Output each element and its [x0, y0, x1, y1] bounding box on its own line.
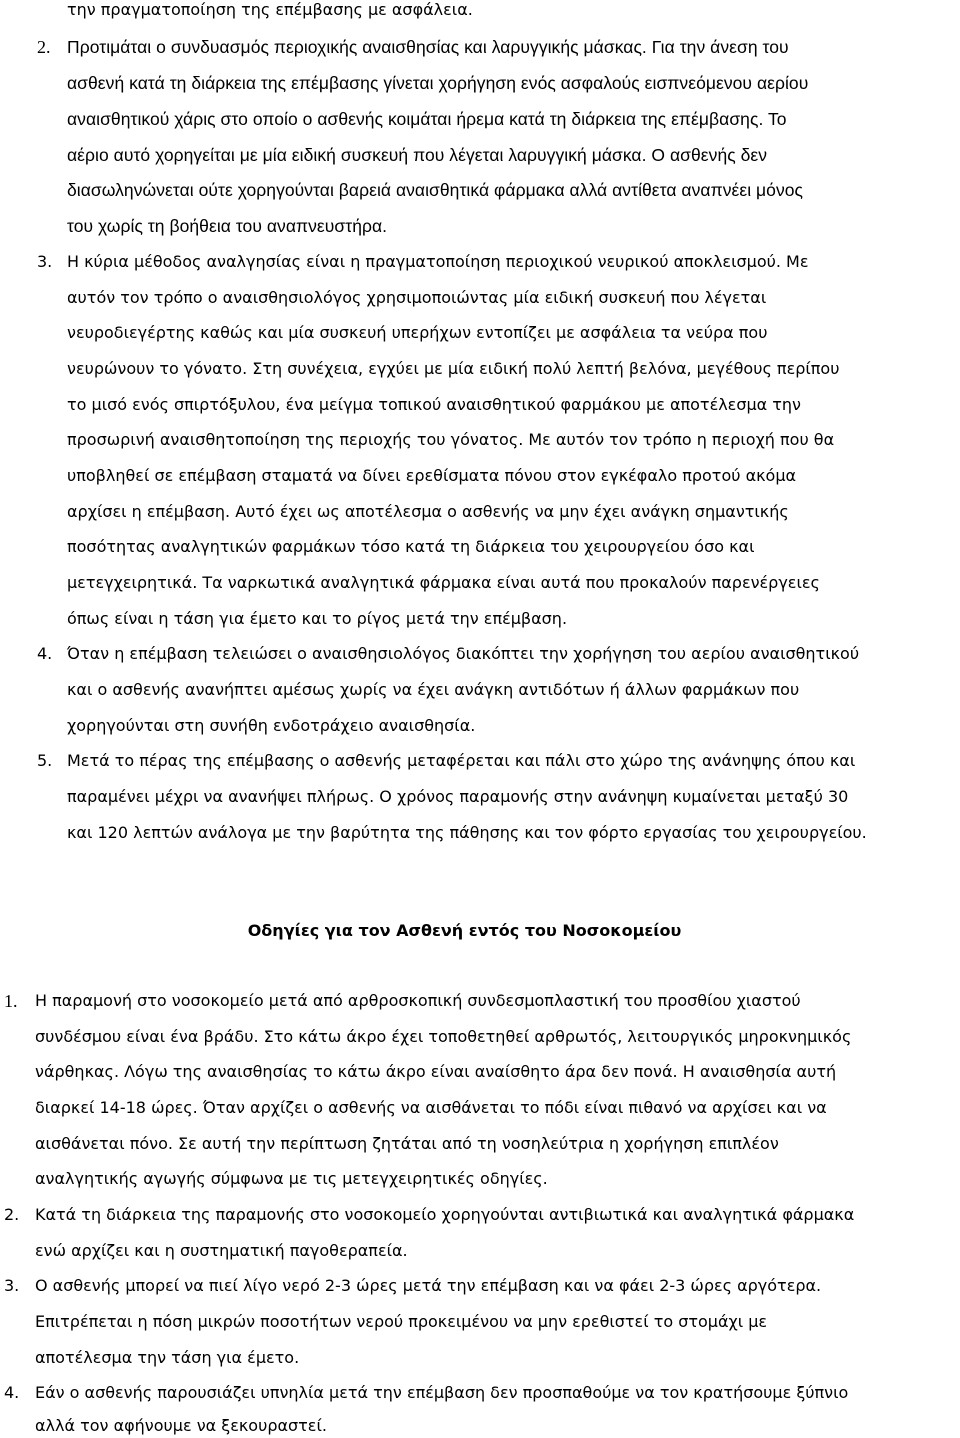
list-number: 2. — [4, 1205, 20, 1224]
list-item-line: αναισθητικού χάρις στο οποίο ο ασθενής κοιμάται ήρεμα κατά τη διάρκεια της επέμβασης. Το — [67, 109, 787, 129]
list-item-line: αυτόν τον τρόπο ο αναισθησιολόγος χρησιμοποιώντας μία ειδική συσκευή που λέγεται — [67, 288, 767, 307]
list-item-line: παραμένει μέχρι να ανανήψει πλήρως. Ο χρόνος παραμονής στην ανάνηψη κυμαίνεται μεταξύ 30 — [67, 787, 849, 806]
list-item-line: ενώ αρχίζει και η συστηματική παγοθεραπεία. — [35, 1241, 408, 1260]
list-item-line: Μετά το πέρας της επέμβασης ο ασθενής μεταφέρεται και πάλι στο χώρο της ανάνηψης όπου και — [67, 751, 856, 770]
list-item-line: Επιτρέπεται η πόση μικρών ποσοτήτων νερού προκειμένου να μην ερεθιστεί το στομάχι με — [35, 1312, 768, 1331]
list-number: 3. — [37, 252, 53, 271]
list-item-line: αλλά τον αφήνουμε να ξεκουραστεί. — [35, 1416, 327, 1435]
list-item-line: χορηγούνται στη συνήθη ενδοτράχειο αναισθησία. — [67, 716, 476, 735]
list-item-line: νευροδιεγέρτης καθώς και μία συσκευή υπερήχων εντοπίζει με ασφάλεια τα νεύρα που — [67, 323, 768, 342]
list-number: 4. — [4, 1383, 20, 1402]
list-item-line: Ο ασθενής μπορεί να πιεί λίγο νερό 2-3 ώρες μετά την επέμβαση και να φάει 2-3 ώρες αργότερα. — [35, 1276, 822, 1295]
list-item-line: αρχίσει η επέμβαση. Αυτό έχει ως αποτέλεσμα ο ασθενής να μην έχει ανάγκη σημαντικής — [67, 502, 789, 521]
list-item-line: υποβληθεί σε επέμβαση σταματά να δίνει ερεθίσματα πόνου στον εγκέφαλο προτού ακόμα — [67, 466, 797, 485]
list-item-line: ασθενή κατά τη διάρκεια της επέμβασης γίνεται χορήγηση ενός ασφαλούς εισπνεόμενου αερίου — [67, 73, 809, 93]
list-number: 3. — [4, 1276, 20, 1295]
list-number: 5. — [37, 751, 53, 770]
section-heading: Οδηγίες για τον Ασθενή εντός του Νοσοκομείου — [247, 921, 682, 940]
list-item-line: το μισό ενός σπιρτόξυλου, ένα μείγμα τοπικού αναισθητικού φαρμάκου με αποτέλεσμα την — [67, 395, 801, 414]
list-number: 1. — [4, 991, 18, 1011]
list-item-line: προσωρινή αναισθητοποίηση της περιοχής του γόνατος. Με αυτόν τον τρόπο η περιοχή που θα — [67, 430, 835, 449]
list-number: 2. — [37, 37, 51, 57]
list-item-line: Η παραμονή στο νοσοκομείο μετά από αρθροσκοπική συνδεσμοπλαστική του προσθίου χιαστού — [35, 991, 801, 1010]
list-item-line: Προτιμάται ο συνδυασμός περιοχικής αναισθησίας και λαρυγγικής μάσκας. Για την άνεση του — [67, 37, 789, 57]
list-item-line: και ο ασθενής ανανήπτει αμέσως χωρίς να έχει ανάγκη αντιδότων ή άλλων φαρμάκων που — [67, 680, 800, 699]
list-item-continuation: την πραγματοποίηση της επέμβασης με ασφάλεια. — [67, 0, 473, 19]
list-item-line: μετεγχειρητικά. Τα ναρκωτικά αναλγητικά φάρμακα είναι αυτά που προκαλούν παρενέργειες — [67, 573, 820, 592]
list-item-line: διασωληνώνεται ούτε χορηγούνται βαρειά αναισθητικά φάρμακα αλλά αντίθετα αναπνέει μόνος — [67, 180, 804, 200]
list-item-line: Όταν η επέμβαση τελειώσει ο αναισθησιολόγος διακόπτει την χορήγηση του αερίου αναισθητικού — [67, 644, 860, 663]
list-item-line: ποσότητας αναλγητικών φαρμάκων τόσο κατά τη διάρκεια του χειρουργείου όσο και — [67, 537, 755, 556]
list-item-line: διαρκεί 14-18 ώρες. Όταν αρχίζει ο ασθενής να αισθάνεται το πόδι είναι πιθανό να αρχίσει και να — [35, 1098, 827, 1117]
list-item-line: Εάν ο ασθενής παρουσιάζει υπνηλία μετά την επέμβαση δεν προσπαθούμε να τον κρατήσουμε ξύπνιο — [35, 1383, 849, 1402]
list-item-line: αποτέλεσμα την τάση για έμετο. — [35, 1348, 300, 1367]
list-item-line: αισθάνεται πόνο. Σε αυτή την περίπτωση ζητάται από τη νοσηλεύτρια η χορήγηση επιπλέον — [35, 1134, 779, 1153]
list-item-line: όπως είναι η τάση για έμετο και το ρίγος μετά την επέμβαση. — [67, 609, 568, 628]
list-item-line: αναλγητικής αγωγής σύμφωνα με τις μετεγχειρητικές οδηγίες. — [35, 1169, 548, 1188]
list-item-line: Κατά τη διάρκεια της παραμονής στο νοσοκομείο χορηγούνται αντιβιωτικά και αναλγητικά φάρμακα — [35, 1205, 855, 1224]
list-item-line: Η κύρια μέθοδος αναλγησίας είναι η πραγματοποίηση περιοχικού νευρικού αποκλεισμού. Με — [67, 252, 809, 271]
list-item-line: του χωρίς τη βοήθεια του αναπνευστήρα. — [67, 216, 388, 236]
list-number: 4. — [37, 644, 53, 663]
list-item-line: και 120 λεπτών ανάλογα με την βαρύτητα της πάθησης και τον φόρτο εργασίας του χειρουργείου. — [67, 823, 867, 842]
list-item-line: αέριο αυτό χορηγείται με μία ειδική συσκευή που λέγεται λαρυγγική μάσκα. Ο ασθενής δεν — [67, 145, 768, 165]
list-item-line: συνδέσμου είναι ένα βράδυ. Στο κάτω άκρο έχει τοποθετηθεί αρθρωτός, λειτουργικός μηροκνημικός — [35, 1027, 852, 1046]
list-item-line: νάρθηκας. Λόγω της αναισθησίας το κάτω άκρο είναι αναίσθητο άρα δεν πονά. Η αναισθησία αυτή — [35, 1062, 837, 1081]
list-item-line: νευρώνουν το γόνατο. Στη συνέχεια, εγχύει με μία ειδική πολύ λεπτή βελόνα, μεγέθους περίπου — [67, 359, 840, 378]
